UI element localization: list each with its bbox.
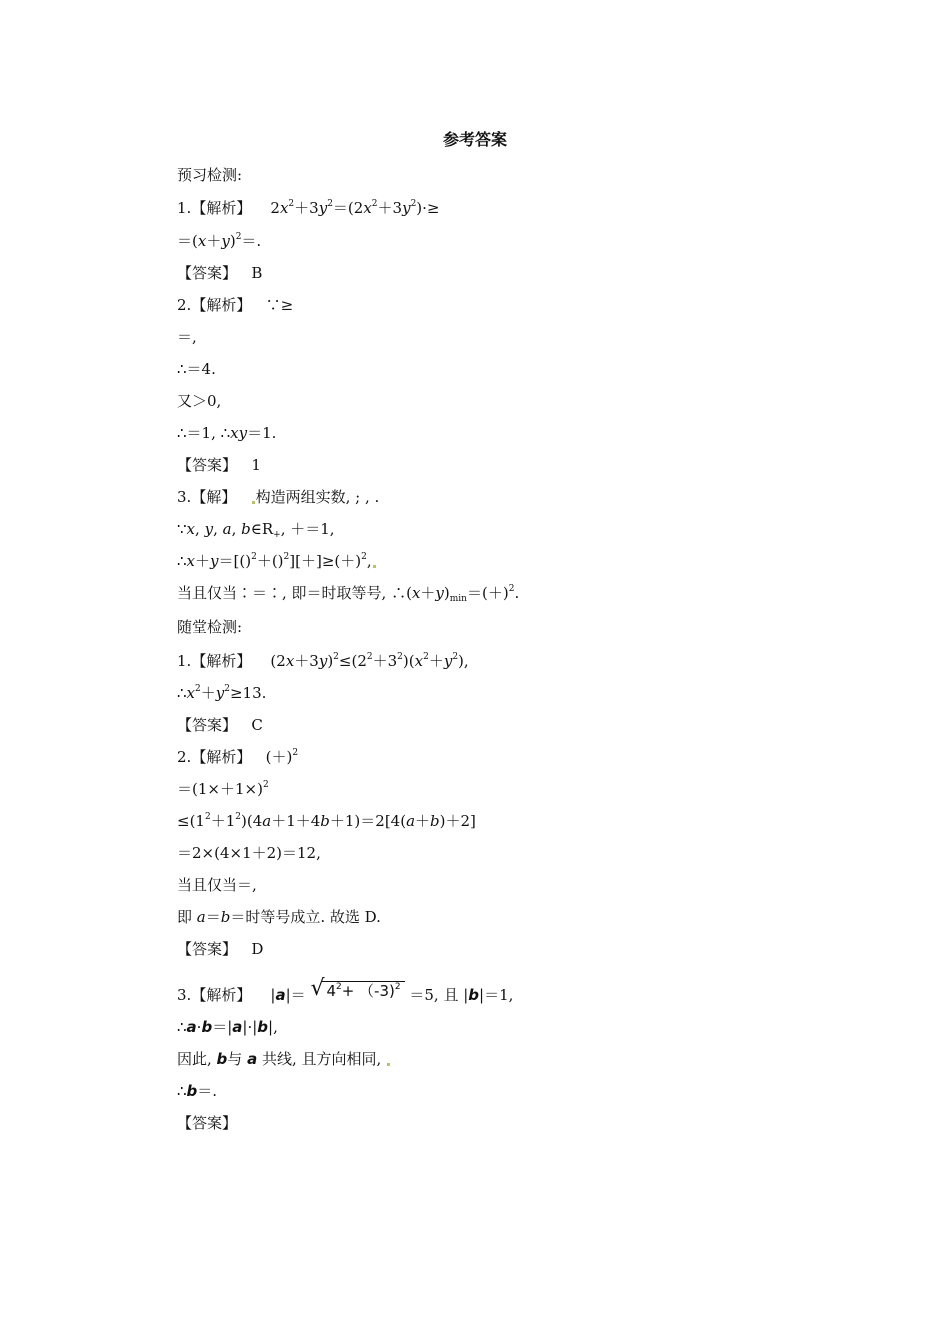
class-q2-line6: 即 a＝b＝时等号成立. 故选 D. — [177, 908, 381, 926]
speck-mark — [387, 1063, 390, 1066]
class-q3-line4: ∴b＝. — [177, 1082, 218, 1100]
class-q2-line1: 2.【解析】 $(+)^2$ — [177, 748, 299, 766]
class-q1-line1: 1.【解析】 $(2x+3y)^2\le(2^2+3^2)(x^2+y^2)$, — [177, 652, 469, 670]
section-preview: 预习检测: — [177, 166, 243, 184]
preview-q1-line2: $=(x+y)^2=$. — [177, 232, 262, 250]
class-q3-line3: 因此, b与 a 共线, 且方向相同, — [177, 1049, 391, 1069]
preview-q1-answer: 【答案】 B — [177, 264, 263, 282]
preview-q3-line2: ∵x, y, a, $b\in R_+$, ＋＝1, — [177, 520, 335, 540]
class-q3-answer: 【答案】 — [177, 1114, 238, 1132]
class-q3-line2: ∴a·b＝|a|·|b|, — [177, 1018, 278, 1036]
class-q2-line3: $\le(1^2+1^2)(4a+1+4b+1)=2[4(a+b)+2]$ — [177, 812, 476, 830]
class-q3-line1: 3.【解析】 |a|＝ √ $4^2+ (-3)^2 =5$, 且 |b|＝1, — [177, 976, 514, 1004]
preview-q2-line3: ∴＝4. — [177, 360, 216, 378]
preview-q2-line2: ＝, — [177, 328, 197, 346]
class-q2-answer: 【答案】 D — [177, 940, 264, 958]
page-title: 参考答案 — [442, 130, 507, 149]
class-q1-answer: 【答案】 C — [177, 716, 263, 734]
speck-mark — [252, 501, 255, 504]
section-class: 随堂检测: — [177, 618, 243, 636]
preview-q2-line1: 2.【解析】 ∵≥ — [177, 296, 294, 314]
preview-q3-line3: $\therefore x+y=[()^2+()^2][+]\ge(+)^2$, — [177, 551, 377, 571]
class-q2-line5: 当且仅当＝, — [177, 876, 257, 894]
class-q2-line2: $=(1\times+1\times)^2$ — [177, 780, 269, 798]
preview-q3-line1: 3.【解】 构造两组实数, ; , . — [177, 488, 380, 506]
preview-q1-line1: 1.【解析】 $2x^2+3y^2=(2x^2+3y^2)\cdot\ge$ — [177, 199, 440, 217]
preview-q2-line4: 又＞0, — [177, 392, 222, 410]
preview-q2-line5: ∴＝1, ∴xy＝1. — [177, 424, 277, 442]
preview-q2-answer: 【答案】 1 — [177, 456, 261, 474]
class-q1-line2: $\therefore x^2+y^2\ge 13$. — [177, 684, 267, 702]
preview-q3-line4: 当且仅当∶＝∶, 即＝时取等号, $\therefore(x+y)_{min}=(+)^2$. — [177, 584, 520, 604]
sqrt-expression: √ $4^2+ (-3)^2$ — [310, 985, 404, 1005]
speck-mark — [373, 565, 376, 568]
class-q2-line4: ＝2×(4×1＋2)＝12, — [177, 844, 321, 862]
